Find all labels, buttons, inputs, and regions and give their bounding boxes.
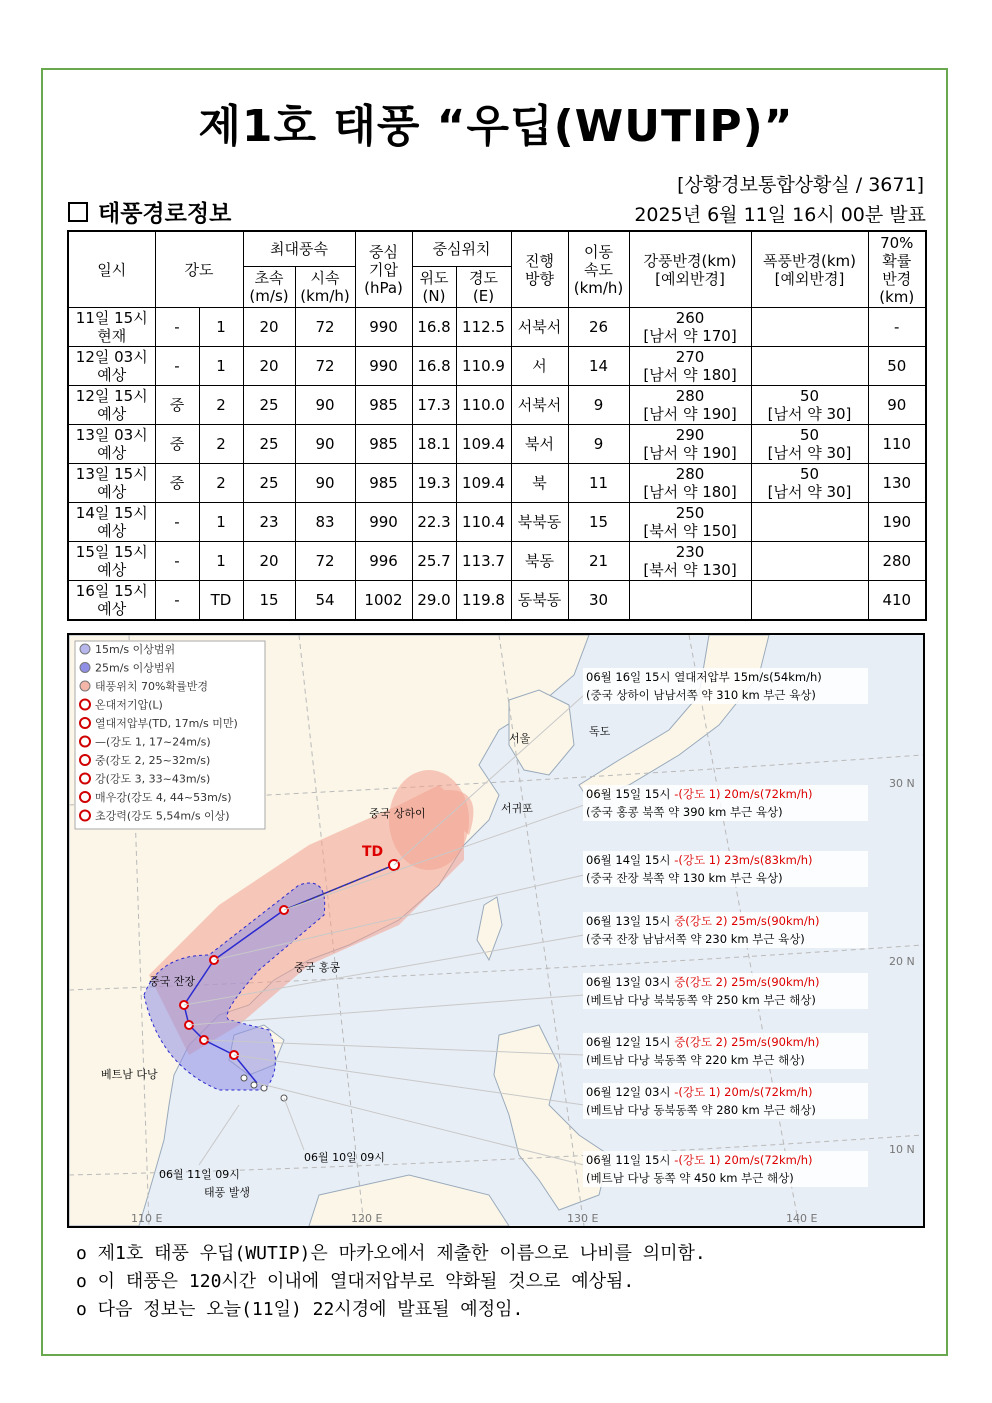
cell-ms: 20 [243, 542, 295, 581]
cell-prob: 110 [868, 425, 926, 464]
cell-ms: 25 [243, 464, 295, 503]
cell-dir: 북서 [511, 425, 568, 464]
header-pressure: 중심 기압 (hPa) [355, 231, 412, 308]
callout-line1 [586, 853, 813, 867]
label-start-event: 태풍 발생 [204, 1186, 251, 1199]
lon-label: 110 E [131, 1212, 163, 1225]
issue-date: 2025년 6월 11일 16시 00분 발표 [634, 204, 926, 226]
table-row [68, 581, 926, 621]
callout-intensity: -(강도 1) 20m/s(72km/h) [674, 1153, 813, 1167]
legend-label: 온대저기압(L) [95, 698, 163, 712]
table-row [68, 308, 926, 347]
cell-spd: 21 [568, 542, 629, 581]
checkbox-icon [68, 202, 88, 222]
notes [76, 1240, 706, 1324]
cell-time: 12일 03시 예상 [68, 347, 155, 386]
cell-spd: 15 [568, 503, 629, 542]
table-row [68, 386, 926, 425]
cell-grade: 2 [199, 464, 243, 503]
legend-label: 매우강(강도 4, 44~53m/s) [95, 791, 232, 804]
lon-label: 130 E [567, 1212, 599, 1225]
cell-hpa: 985 [355, 386, 412, 425]
legend-swatch-icon [80, 737, 90, 747]
callout-line1 [586, 1035, 819, 1049]
header-gale-radius: 폭풍반경(km) [예외반경] [751, 231, 868, 308]
cell-lat: 19.3 [412, 464, 456, 503]
cell-hpa: 990 [355, 347, 412, 386]
cell-gale [751, 542, 868, 581]
table-row [68, 503, 926, 542]
cell-lat: 16.8 [412, 347, 456, 386]
callout-line1 [586, 914, 819, 928]
legend-swatch-icon [80, 663, 90, 673]
header-datetime: 일시 [68, 231, 155, 308]
cell-spd: 9 [568, 386, 629, 425]
cell-lon: 109.4 [456, 464, 511, 503]
cell-time: 11일 15시 현재 [68, 308, 155, 347]
cell-dir: 북동 [511, 542, 568, 581]
legend-swatch-icon [80, 718, 90, 728]
cell-hpa: 985 [355, 464, 412, 503]
callout-time: 06월 16일 15시 열대저압부 15m/s(54km/h) [586, 670, 822, 684]
legend-label: 강(강도 3, 33~43m/s) [95, 772, 211, 786]
cell-storm: 270 [남서 약 180] [629, 347, 751, 386]
cell-cls: - [155, 347, 199, 386]
cell-lon: 113.7 [456, 542, 511, 581]
cell-kmh: 90 [295, 464, 355, 503]
callout-line2: (베트남 다낭 동쪽 약 450 km 부근 해상) [586, 1171, 794, 1185]
cell-lat: 18.1 [412, 425, 456, 464]
callout-time: 06월 11일 15시 [586, 1153, 675, 1167]
cell-lat: 25.7 [412, 542, 456, 581]
cell-grade: TD [199, 581, 243, 621]
cell-lon: 110.0 [456, 386, 511, 425]
callout-time: 06월 12일 15시 [586, 1035, 675, 1049]
legend-label: 태풍위치 70%확률반경 [95, 680, 208, 693]
callout-line1 [586, 670, 822, 684]
cell-hpa: 990 [355, 503, 412, 542]
cell-grade: 2 [199, 386, 243, 425]
cell-kmh: 90 [295, 386, 355, 425]
callout-line2: (베트남 다낭 북동쪽 약 220 km 부근 해상) [586, 1053, 805, 1067]
note-2: o 이 태풍은 120시간 이내에 열대저압부로 약화될 것으로 예상됨. [76, 1271, 635, 1292]
header-ms: 초속 (m/s) [243, 267, 295, 308]
callout-line2: (베트남 다낭 북북동쪽 약 250 km 부근 해상) [586, 993, 816, 1007]
cell-dir: 서북서 [511, 386, 568, 425]
note-1: o 제1호 태풍 우딥(WUTIP)은 마카오에서 제출한 이름으로 나비를 의미함. [76, 1243, 706, 1264]
cell-spd: 26 [568, 308, 629, 347]
callout-line2: (중국 잔장 남남서쪽 약 230 km 부근 육상) [586, 932, 805, 946]
cell-hpa: 996 [355, 542, 412, 581]
cell-hpa: 990 [355, 308, 412, 347]
cell-cls: - [155, 308, 199, 347]
label-seogwipo: 서귀포 [501, 802, 533, 815]
callout-line1 [586, 787, 813, 801]
legend-swatch-icon [80, 755, 90, 765]
header-lat: 위도 (N) [412, 267, 456, 308]
callout-line1 [586, 1085, 813, 1099]
legend-swatch-icon [80, 700, 90, 710]
callout-intensity: 중(강도 2) 25m/s(90km/h) [674, 914, 820, 928]
cell-spd: 14 [568, 347, 629, 386]
cell-time: 14일 15시 예상 [68, 503, 155, 542]
cell-kmh: 54 [295, 581, 355, 621]
header-prob-radius: 70% 확률 반경 (km) [868, 231, 926, 308]
callout-time: 06월 15일 15시 [586, 787, 675, 801]
lat-label: 30 N [889, 777, 915, 790]
cell-storm: 280 [남서 약 180] [629, 464, 751, 503]
cell-ms: 25 [243, 425, 295, 464]
legend-swatch-icon [80, 811, 90, 821]
cell-spd: 30 [568, 581, 629, 621]
cell-ms: 20 [243, 308, 295, 347]
typhoon-table [67, 230, 927, 621]
legend-swatch-icon [80, 644, 90, 654]
cell-prob: 130 [868, 464, 926, 503]
cell-gale: 50 [남서 약 30] [751, 425, 868, 464]
legend-swatch-icon [80, 681, 90, 691]
cell-kmh: 72 [295, 542, 355, 581]
lon-label: 140 E [786, 1212, 818, 1225]
cell-lon: 112.5 [456, 308, 511, 347]
section-title: 태풍경로정보 [98, 201, 232, 227]
lat-label: 10 N [889, 1143, 915, 1156]
cell-time: 13일 15시 예상 [68, 464, 155, 503]
label-zhanjiang: 중국 잔장 [149, 975, 196, 988]
callout-time: 06월 14일 15시 [586, 853, 675, 867]
cell-lon: 110.9 [456, 347, 511, 386]
cell-gale [751, 503, 868, 542]
callout-line2: (중국 잔장 북쪽 약 130 km 부근 육상) [586, 871, 783, 885]
cell-lat: 17.3 [412, 386, 456, 425]
cell-cls: - [155, 581, 199, 621]
cell-cls: 중 [155, 386, 199, 425]
lat-label: 20 N [889, 955, 915, 968]
header-speed: 이동 속도 (km/h) [568, 231, 629, 308]
callout-line2: (베트남 다낭 동북동쪽 약 280 km 부근 해상) [586, 1103, 816, 1117]
label-shanghai: 중국 상하이 [369, 807, 426, 820]
legend-label: 15m/s 이상범위 [95, 643, 176, 656]
cell-lon: 109.4 [456, 425, 511, 464]
cell-prob: - [868, 308, 926, 347]
callout-intensity: 중(강도 2) 25m/s(90km/h) [674, 1035, 820, 1049]
cell-lat: 16.8 [412, 308, 456, 347]
cell-gale: 50 [남서 약 30] [751, 464, 868, 503]
cell-prob: 190 [868, 503, 926, 542]
cell-gale [751, 581, 868, 621]
table-row [68, 464, 926, 503]
legend-label: 25m/s 이상범위 [95, 661, 176, 675]
cell-gale: 50 [남서 약 30] [751, 386, 868, 425]
cell-storm: 230 [북서 약 130] [629, 542, 751, 581]
cell-prob: 410 [868, 581, 926, 621]
cell-cls: 중 [155, 464, 199, 503]
cell-dir: 북 [511, 464, 568, 503]
cell-storm: 250 [북서 약 150] [629, 503, 751, 542]
label-hongkong: 중국 홍콩 [294, 961, 341, 974]
cell-lon: 110.4 [456, 503, 511, 542]
cell-hpa: 1002 [355, 581, 412, 621]
callout-intensity: -(강도 1) 20m/s(72km/h) [674, 787, 813, 801]
map-legend [75, 641, 265, 829]
cell-lon: 119.8 [456, 581, 511, 621]
section-heading [68, 195, 231, 228]
cell-dir: 서 [511, 347, 568, 386]
cell-ms: 25 [243, 386, 295, 425]
cell-storm [629, 581, 751, 621]
note-3: o 다음 정보는 오늘(11일) 22시경에 발표될 예정임. [76, 1299, 524, 1320]
cell-kmh: 83 [295, 503, 355, 542]
label-seoul: 서울 [509, 732, 531, 745]
cell-cls: - [155, 542, 199, 581]
header-center: 중심위치 [412, 231, 511, 267]
legend-label: —(강도 1, 17~24m/s) [95, 735, 211, 749]
label-td: TD [362, 844, 384, 860]
cell-hpa: 985 [355, 425, 412, 464]
callout-intensity: -(강도 1) 20m/s(72km/h) [674, 1085, 813, 1099]
legend-label: 열대저압부(TD, 17m/s 미만) [95, 717, 238, 730]
cell-ms: 20 [243, 347, 295, 386]
cell-storm: 280 [남서 약 190] [629, 386, 751, 425]
track-map [67, 633, 925, 1228]
label-start-time: 06월 11일 09시 [159, 1168, 240, 1181]
cell-cls: - [155, 503, 199, 542]
cell-cls: 중 [155, 425, 199, 464]
cell-kmh: 90 [295, 425, 355, 464]
cell-grade: 1 [199, 347, 243, 386]
cell-time: 16일 15시 예상 [68, 581, 155, 621]
cell-grade: 1 [199, 542, 243, 581]
callout-line2: (중국 홍콩 북쪽 약 390 km 부근 육상) [586, 805, 783, 819]
legend-swatch-icon [80, 792, 90, 802]
header-direction: 진행 방향 [511, 231, 568, 308]
cell-time: 12일 15시 예상 [68, 386, 155, 425]
header-lon: 경도 (E) [456, 267, 511, 308]
legend-label: 초강력(강도 5,54m/s 이상) [95, 809, 230, 823]
label-danang: 베트남 다낭 [101, 1068, 158, 1081]
cell-grade: 1 [199, 503, 243, 542]
cell-lat: 29.0 [412, 581, 456, 621]
callout-line2: (중국 상하이 남남서쪽 약 310 km 부근 육상) [586, 688, 816, 702]
cell-prob: 280 [868, 542, 926, 581]
cell-dir: 북북동 [511, 503, 568, 542]
label-dokdo: 독도 [589, 725, 611, 738]
cell-grade: 1 [199, 308, 243, 347]
cell-ms: 15 [243, 581, 295, 621]
table-row [68, 425, 926, 464]
cell-ms: 23 [243, 503, 295, 542]
cell-prob: 50 [868, 347, 926, 386]
callout-time: 06월 13일 03시 [586, 975, 675, 989]
cell-storm: 260 [남서 약 170] [629, 308, 751, 347]
cell-gale [751, 347, 868, 386]
cell-kmh: 72 [295, 347, 355, 386]
cell-spd: 9 [568, 425, 629, 464]
cell-time: 15일 15시 예상 [68, 542, 155, 581]
cell-storm: 290 [남서 약 190] [629, 425, 751, 464]
callout-time: 06월 13일 15시 [586, 914, 675, 928]
office-label: [상황경보통합상황실 / 3671] [677, 174, 924, 196]
lon-label: 120 E [351, 1212, 383, 1225]
cell-grade: 2 [199, 425, 243, 464]
header-storm-radius: 강풍반경(km) [예외반경] [629, 231, 751, 308]
header-kmh: 시속 (km/h) [295, 267, 355, 308]
cell-prob: 90 [868, 386, 926, 425]
page-title: 제1호 태풍 “우딥(WUTIP)” [198, 101, 794, 152]
cell-gale [751, 308, 868, 347]
header-intensity: 강도 [155, 231, 243, 308]
legend-label: 중(강도 2, 25~32m/s) [95, 754, 211, 767]
cell-spd: 11 [568, 464, 629, 503]
legend-swatch-icon [80, 774, 90, 784]
callout-intensity: -(강도 1) 23m/s(83km/h) [674, 853, 813, 867]
cell-time: 13일 03시 예상 [68, 425, 155, 464]
cell-lat: 22.3 [412, 503, 456, 542]
cell-kmh: 72 [295, 308, 355, 347]
table-row [68, 347, 926, 386]
table-row [68, 542, 926, 581]
callout-intensity: 중(강도 2) 25m/s(90km/h) [674, 975, 820, 989]
label-jun10: 06월 10일 09시 [304, 1151, 385, 1164]
header-maxwind: 최대풍속 [243, 231, 355, 267]
callout-time: 06월 12일 03시 [586, 1085, 675, 1099]
cell-dir: 동북동 [511, 581, 568, 621]
cell-dir: 서북서 [511, 308, 568, 347]
callout-line1 [586, 975, 819, 989]
callout-line1 [586, 1153, 813, 1167]
